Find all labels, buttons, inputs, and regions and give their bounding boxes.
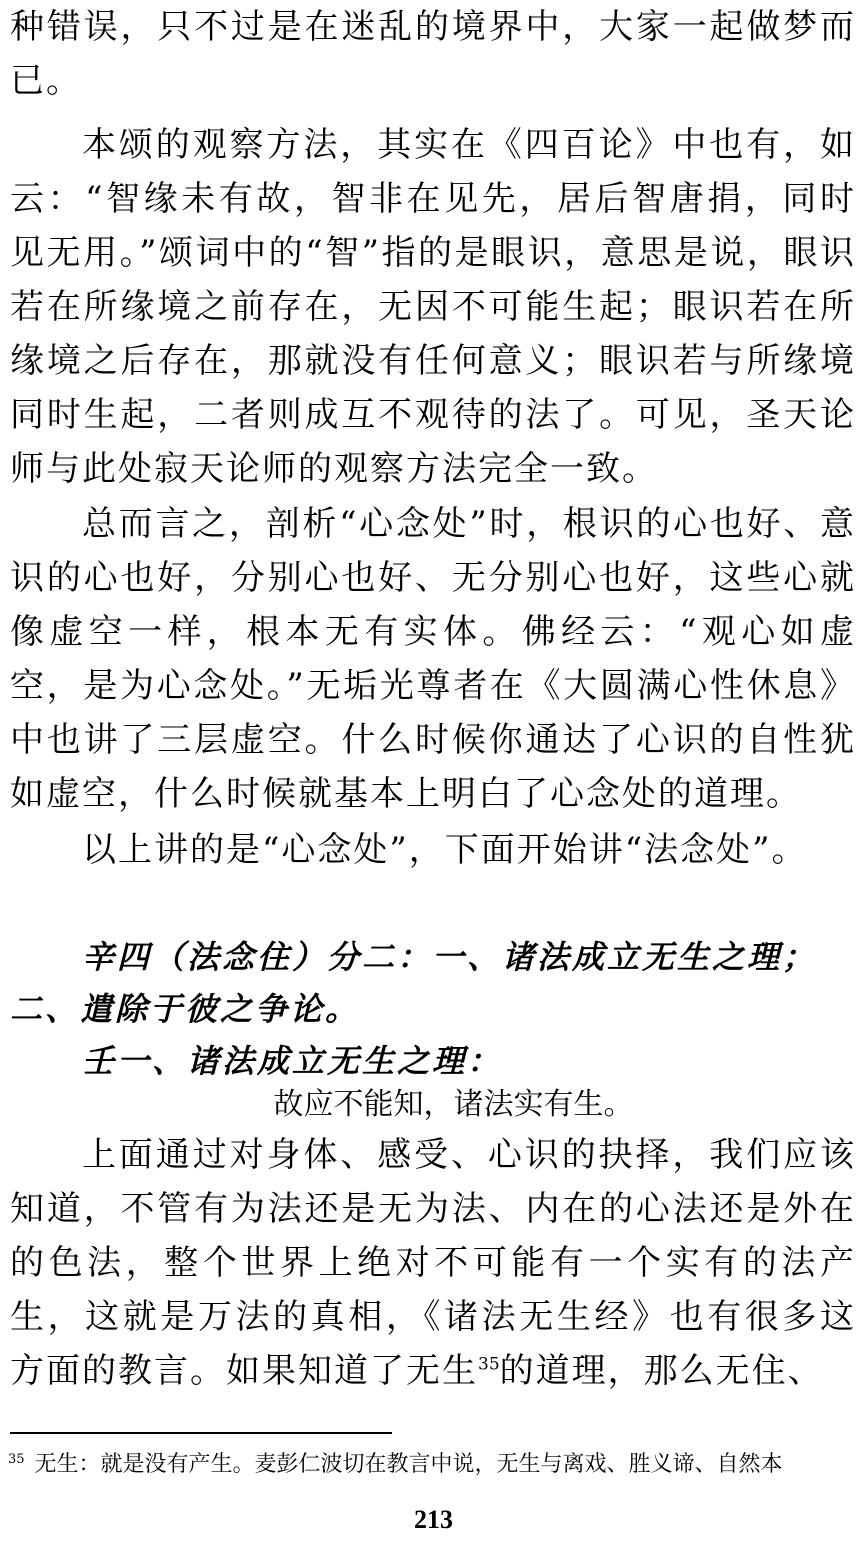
paragraph-transition: 以上讲的是“心念处”，下面开始讲“法念处”。 [82,830,808,870]
paragraph-no-arising [10,1128,856,1398]
section-heading-xin-four: 辛四（法念住）分二：一、诸法成立无生之理；二、遣除于彼之争论。 [10,938,818,1028]
paragraph-mind-mindfulness-summary: 总而言之，剖析“心念处”时，根识的心也好、意识的心也好，分别心也好、无分别心也好，这些心就像虚空一样，根本无有实体。佛经云：“观心如虚空，是为心念处。”无垢光尊者在《大圆满心性休息》中也讲了三层虚空。什么时候你通达了心识的自性犹如虚空，什么时候就基本上明白了心念处的道理。 [10,504,856,814]
footnote-number: 35 [8,1451,25,1467]
root-verse: 故应不能知，诸法实有生。 [273,1088,634,1121]
subsection-heading-ren-one: 壬一、诸法成立无生之理： [82,1042,503,1080]
page-number: 213 [414,1505,453,1534]
paragraph-text-before: 上面通过对身体、感受、心识的抉择，我们应该知道，不管有为法还是无为法、内在的心法还是外在的色法，整个世界上绝对不可能有一个实有的法产生，这就是万法的真相，《诸法无生经》也有很多这方面的教言。如果知道了无生 [10,1135,856,1391]
paragraph-text-after: 的道理，那么无住、 [499,1351,824,1391]
footnote-reference[interactable]: 35 [478,1354,500,1375]
paragraph-four-hundred-verses: 本颂的观察方法，其实在《四百论》中也有，如云：“智缘未有故，智非在见先，居后智唐捐，同时见无用。”颂词中的“智”指的是眼识，意思是说，眼识若在所缘境之前存在，无因不可能生起；眼识若在所缘境之后存在，那就没有任何意义；眼识若与所缘境同时生起，二者则成互不观待的法了。可见，圣天论师与此处寂天论师的观察方法完全一致。 [10,125,856,489]
footnote-text: 无生：就是没有产生。麦彭仁波切在教言中说，无生与离戏、胜义谛、自然本 [34,1452,783,1477]
footnote-divider [10,1432,392,1434]
paragraph-continuation: 种错误，只不过是在迷乱的境界中，大家一起做梦而已。 [10,7,856,101]
footnote [8,1450,858,1480]
